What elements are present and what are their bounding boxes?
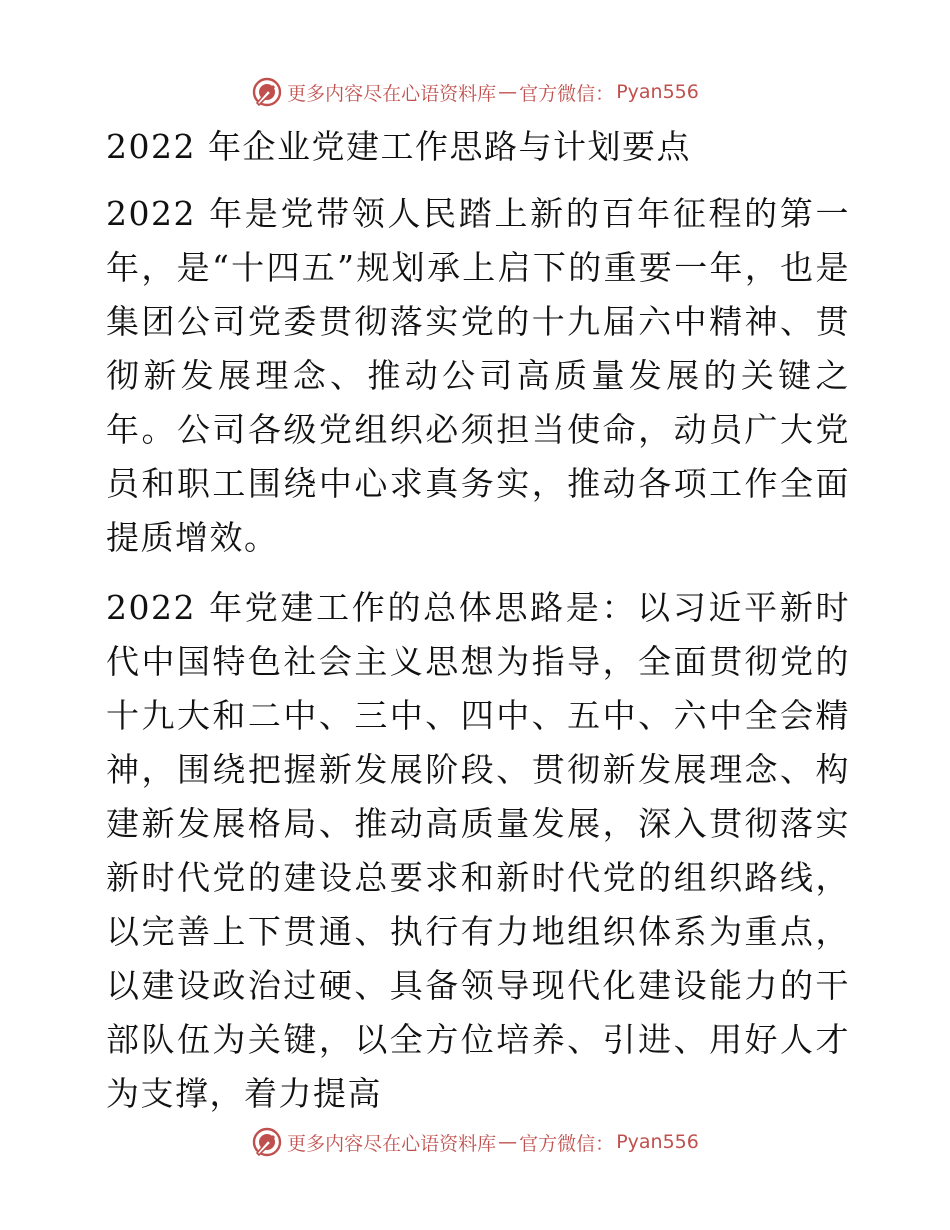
watermark-label: 官方微信： bbox=[519, 1132, 615, 1155]
paragraph-2: 2022 年党建工作的总体思路是：以习近平新时代中国特色社会主义思想为指导，全面贯彻党的十九大和二中、三中、四中、五中、六中全会精神，围绕把握新发展阶段、贯彻新发展理念、构建新发展格局、推动高质量发展，深入贯彻落实新时代党的建设总要求和新时代党的组织路线，以完善上下贯通、执行有力地组织体系为重点，以建设政治过硬、具备领导现代化建设能力的干部队伍为关键，以全方位培养、引进、用好人才为支撑，着力提高 bbox=[106, 588, 850, 1113]
pen-logo-icon bbox=[251, 76, 283, 108]
header-watermark bbox=[0, 72, 950, 112]
watermark-brand: 更多内容尽在心语资料库 bbox=[287, 1132, 497, 1155]
document-body bbox=[98, 126, 850, 1121]
watermark-wechat-id: Pyan556 bbox=[616, 81, 699, 103]
watermark-label: 官方微信： bbox=[519, 82, 615, 105]
watermark-separator: — bbox=[498, 1131, 518, 1153]
watermark-brand: 更多内容尽在心语资料库 bbox=[287, 82, 497, 105]
watermark-wechat-id: Pyan556 bbox=[616, 1131, 699, 1153]
document-title: 2022 年企业党建工作思路与计划要点 bbox=[106, 127, 691, 166]
watermark-separator: — bbox=[498, 81, 518, 103]
paragraph-1: 2022 年是党带领人民踏上新的百年征程的第一年，是“十四五”规划承上启下的重要一年，也是集团公司党委贯彻落实党的十九届六中精神、贯彻新发展理念、推动公司高质量发展的关键之年。公司各级党组织必须担当使命，动员广大党员和职工围绕中心求真务实，推动各项工作全面提质增效。 bbox=[106, 194, 850, 557]
footer-watermark bbox=[0, 1122, 950, 1162]
pen-logo-icon bbox=[251, 1126, 283, 1158]
